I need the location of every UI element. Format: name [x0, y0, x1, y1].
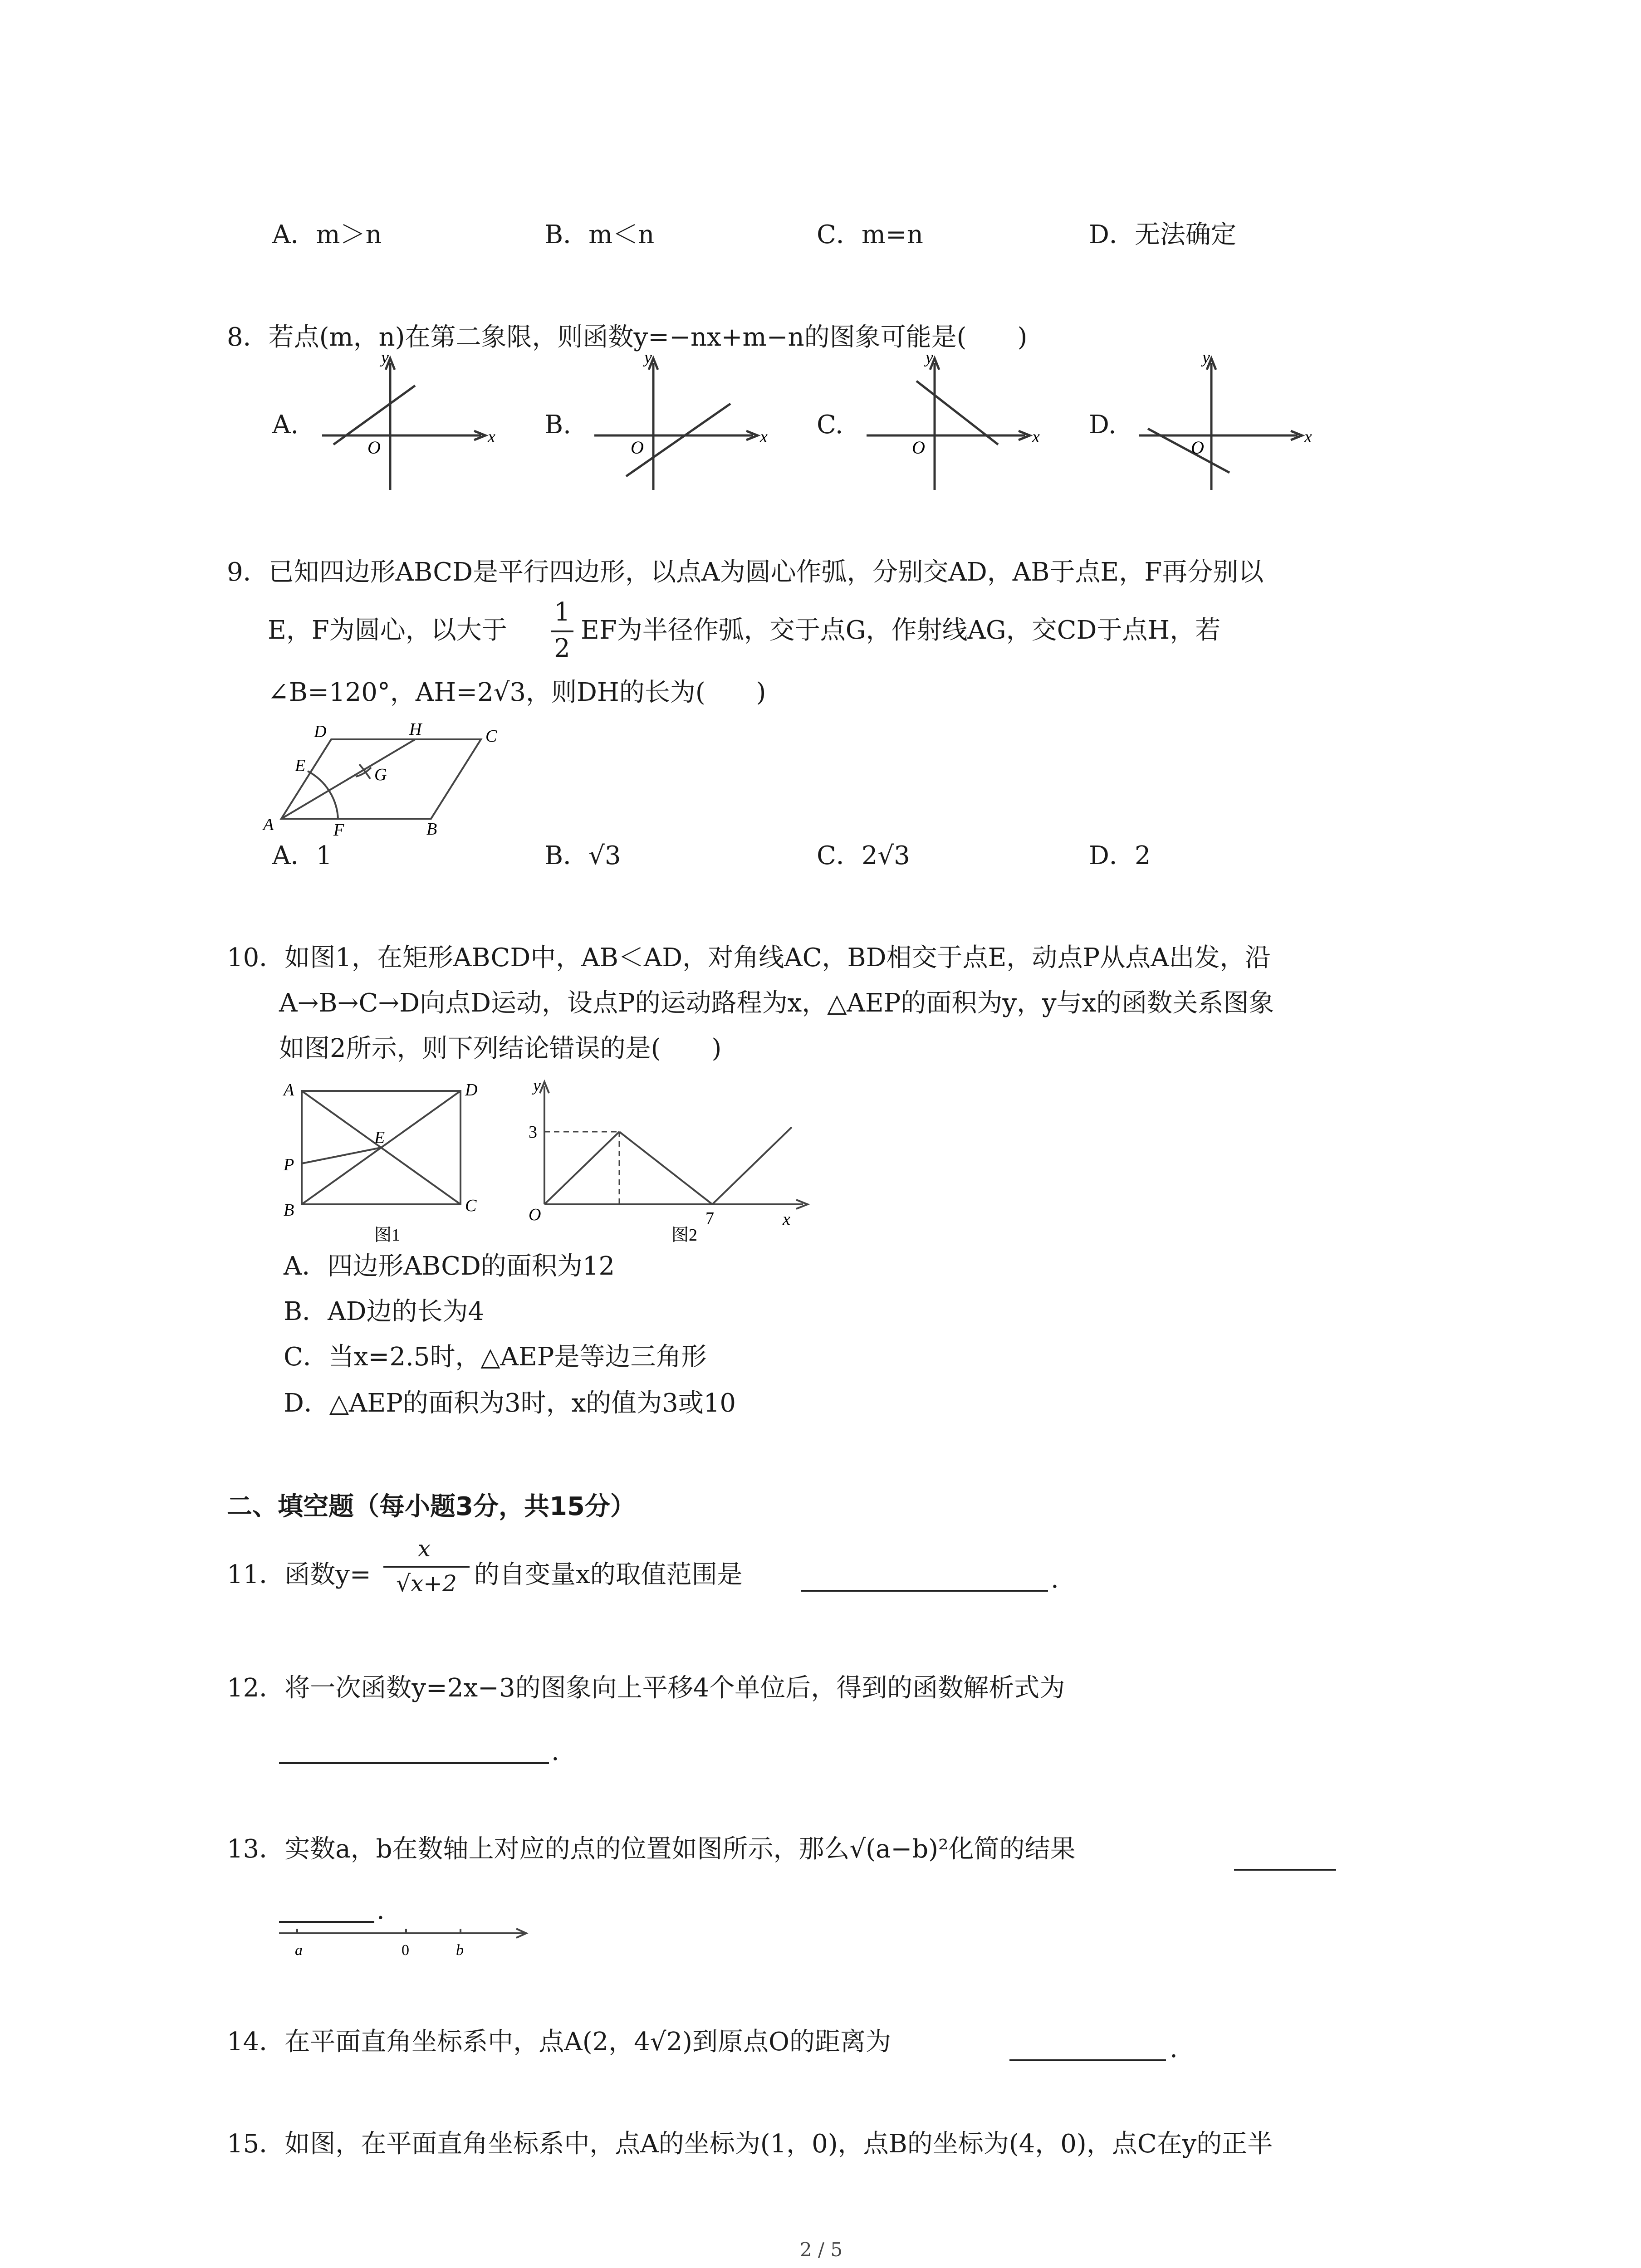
q8-stem: 8．若点(m，n)在第二象限，则函数y=−nx+m−n的图象可能是( ) — [227, 323, 1028, 352]
q13-line1: 13．实数a，b在数轴上对应的点的位置如图所示，那么√(a−b)²化简的结果 — [227, 1834, 1076, 1864]
q10-line1: 10．如图1，在矩形ABCD中，AB＜AD，对角线AC，BD相交于点E，动点P从点A出发，沿 — [227, 943, 1271, 973]
q8-graph-c-o: O — [912, 437, 925, 458]
q10-line2: A→B→C→D向点D运动，设点P的运动路程为x，△AEP的面积为y，y与x的函数关系图象 — [279, 988, 1274, 1018]
q10-fig2-caption: 图2 — [671, 1226, 698, 1245]
q11-num: x — [417, 1535, 431, 1562]
q9-line1: 9．已知四边形ABCD是平行四边形，以点A为圆心作弧，分别交AD，AB于点E，F再分别以 — [227, 557, 1264, 587]
q8-label-a: A. — [272, 410, 299, 440]
q8-graph-b-x: x — [760, 427, 768, 446]
q10-fig2-x: x — [783, 1210, 790, 1229]
q11-den: √x+2 — [396, 1570, 457, 1597]
q10-fig2-three: 3 — [529, 1123, 537, 1142]
q10-fig1-C: C — [465, 1196, 477, 1215]
q10-fig1-B: B — [284, 1201, 294, 1220]
q14-line1: 14．在平面直角坐标系中，点A(2，4√2)到原点O的距离为 — [227, 2027, 891, 2057]
q12-end: . — [551, 1737, 559, 1766]
q9-option-b: B．√3 — [544, 841, 621, 870]
q10-fig2-graph — [522, 1076, 812, 1247]
q8-graph-b — [590, 348, 768, 499]
q9-pt-G: G — [374, 765, 387, 784]
q14-answer-blank[interactable] — [1009, 2059, 1166, 2061]
q14-end: . — [1170, 2034, 1178, 2063]
q8-label-c: C. — [817, 410, 843, 440]
q9-frac-num: 1 — [554, 597, 570, 627]
q12-line1: 12．将一次函数y=2x−3的图象向上平移4个单位后，得到的函数解析式为 — [227, 1673, 1065, 1703]
q8-graph-c-x: x — [1032, 427, 1040, 446]
q10-option-b: B．AD边的长为4 — [284, 1297, 485, 1326]
q9-frac-den: 2 — [554, 634, 570, 663]
q15-line1: 15．如图，在平面直角坐标系中，点A的坐标为(1，0)，点B的坐标为(4，0)，点C在y的正半 — [227, 2129, 1273, 2159]
q10-fig1-rectangle — [277, 1080, 490, 1247]
q8-graph-b-y: y — [644, 348, 652, 367]
q10-fig2-seven: 7 — [705, 1209, 714, 1228]
section2-heading: 二、填空题（每小题3分，共15分） — [227, 1492, 636, 1521]
q13-answer-blank-1[interactable] — [1234, 1869, 1336, 1871]
q9-line2-pre: E，F为圆心，以大于 — [268, 616, 507, 645]
q8-graph-d-y: y — [1202, 348, 1210, 367]
q11-answer-blank[interactable] — [801, 1590, 1048, 1592]
q13-label-a: a — [295, 1942, 303, 1959]
q10-fig2-o: O — [529, 1205, 541, 1224]
q13-end: . — [377, 1896, 385, 1925]
q10-fig1-D: D — [465, 1080, 478, 1100]
q7-option-b: B．m＜n — [544, 220, 655, 249]
q9-pt-H: H — [409, 720, 422, 739]
q13-label-b: b — [456, 1942, 464, 1959]
q9-pt-B: B — [426, 820, 437, 839]
q8-label-d: D. — [1089, 410, 1117, 440]
q10-fig1-A: A — [284, 1080, 294, 1100]
q9-parallelogram-figure — [259, 717, 513, 840]
q11-post: 的自变量x的取值范围是 — [474, 1560, 743, 1589]
q8-graph-c — [862, 348, 1040, 499]
q8-graph-d-x: x — [1304, 427, 1312, 446]
q9-pt-D: D — [314, 722, 327, 741]
q11-pre: 11．函数y= — [227, 1560, 371, 1589]
q9-pt-C: C — [485, 727, 497, 746]
q10-fig1-caption: 图1 — [374, 1226, 401, 1245]
q10-option-d: D．△AEP的面积为3时，x的值为3或10 — [284, 1388, 736, 1418]
q10-fig1-E: E — [374, 1128, 385, 1147]
q8-graph-b-o: O — [631, 437, 644, 458]
q10-option-c: C．当x=2.5时，△AEP是等边三角形 — [284, 1342, 707, 1372]
q9-pt-F: F — [333, 821, 344, 840]
q8-graph-a-o: O — [367, 437, 381, 458]
q8-graph-c-y: y — [926, 348, 933, 367]
q10-fig1-P: P — [284, 1155, 294, 1174]
q10-fig2-y: y — [533, 1076, 541, 1095]
q8-graph-a — [318, 348, 495, 499]
q9-option-d: D．2 — [1089, 841, 1151, 870]
q10-option-a: A．四边形ABCD的面积为12 — [284, 1251, 615, 1281]
q9-option-a: A．1 — [272, 841, 333, 870]
q9-pt-E: E — [295, 756, 306, 775]
q9-line2-post: EF为半径作弧，交于点G，作射线AG，交CD于点H，若 — [581, 616, 1221, 645]
q9-pt-A: A — [263, 815, 274, 834]
q9-frac-bar — [551, 631, 573, 632]
q7-option-a: A．m＞n — [272, 220, 382, 249]
q12-answer-blank[interactable] — [279, 1762, 549, 1764]
q8-label-b: B. — [544, 410, 571, 440]
q11-end: . — [1051, 1564, 1059, 1594]
q8-graph-a-x: x — [488, 427, 495, 446]
q10-line3: 如图2所示，则下列结论错误的是( ) — [279, 1034, 722, 1063]
q7-option-d: D．无法确定 — [1089, 220, 1236, 249]
q9-option-c: C．2√3 — [817, 841, 910, 870]
q9-line3: ∠B=120°，AH=2√3，则DH的长为( ) — [268, 678, 766, 707]
q13-number-line — [277, 1919, 531, 1969]
q8-graph-d — [1134, 348, 1312, 499]
q7-option-c: C．m=n — [817, 220, 923, 249]
q13-label-0: 0 — [402, 1942, 409, 1959]
q8-graph-d-o: O — [1191, 437, 1204, 458]
page-number: 2 / 5 — [799, 2239, 843, 2261]
q11-frac-bar — [383, 1566, 470, 1568]
q8-graph-a-y: y — [381, 348, 389, 367]
